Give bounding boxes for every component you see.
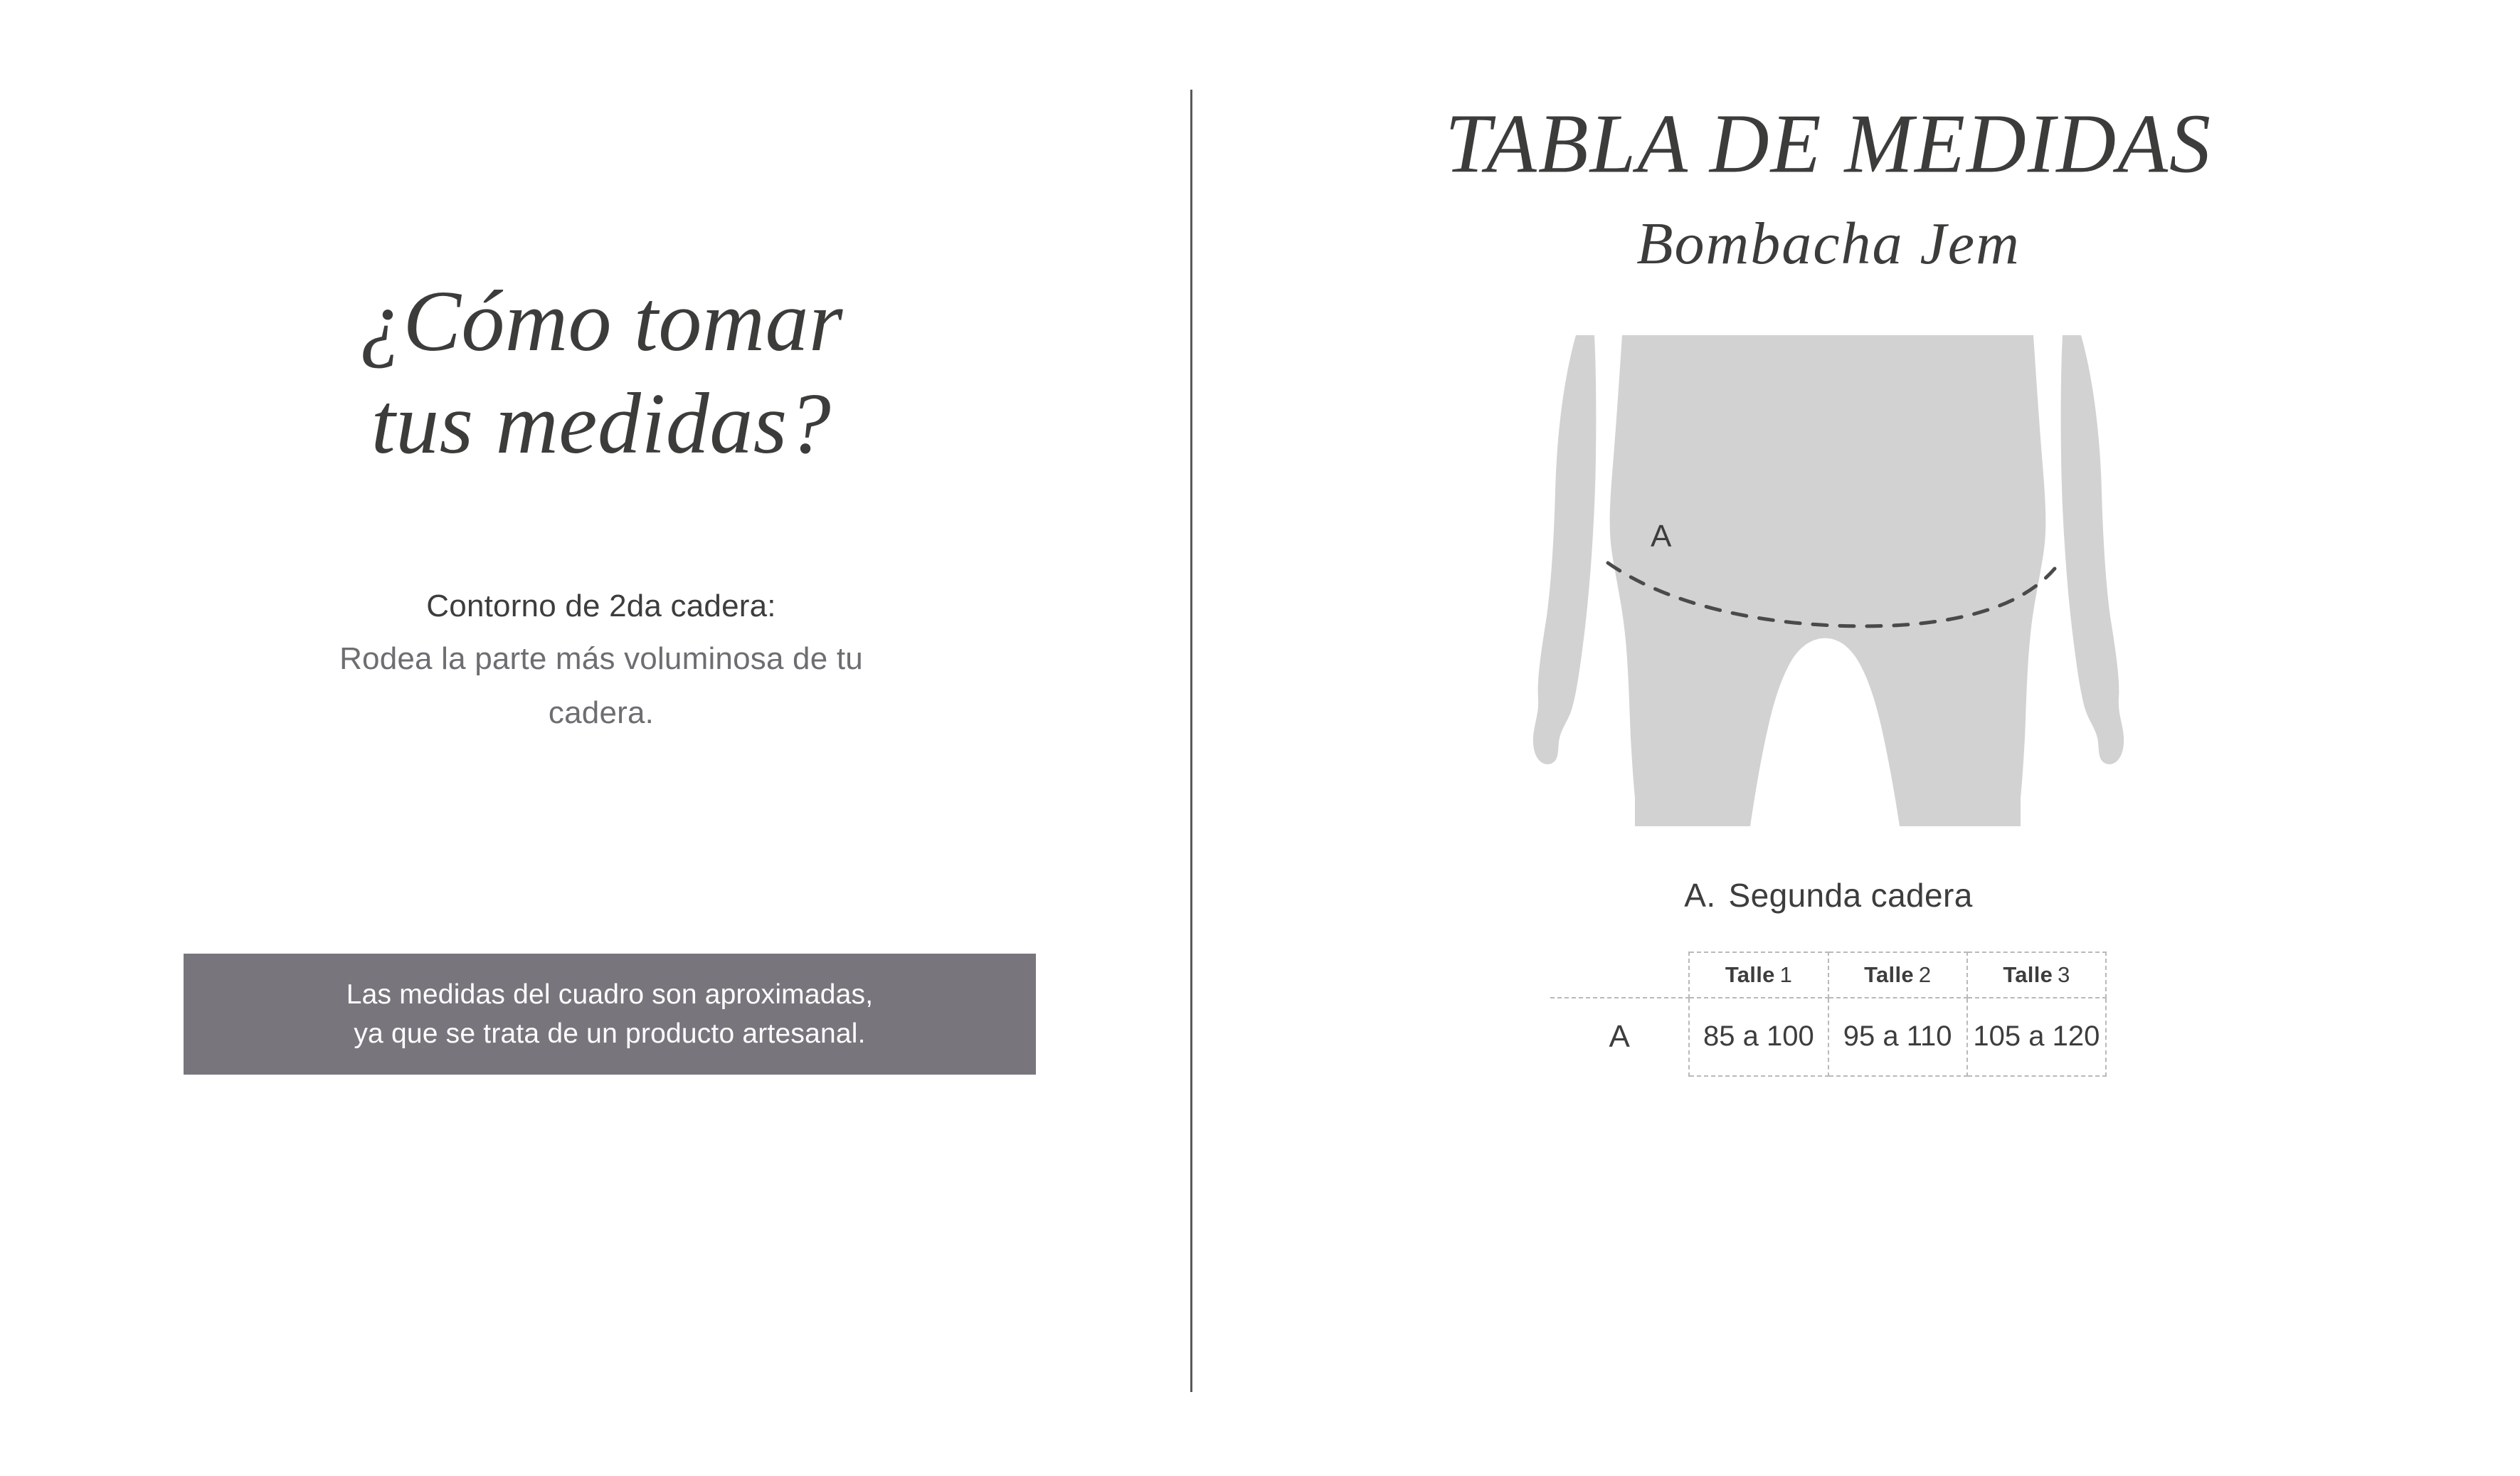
table-cell-a-talle-2: 95 a 110	[1828, 998, 1967, 1076]
table-header-row	[1550, 952, 2106, 998]
table-header-talle-3: Talle 3	[1967, 952, 2106, 998]
left-panel-title-line2: tus medidas?	[371, 375, 832, 472]
legend-text: Segunda cadera	[1728, 876, 1973, 914]
size-chart-subtitle: Bombacha Jem	[1636, 210, 2021, 277]
vertical-divider	[1190, 90, 1192, 1392]
table-corner-cell	[1550, 952, 1689, 998]
table-row	[1550, 998, 2106, 1076]
legend	[1252, 876, 2405, 914]
measurements-table	[1550, 952, 2107, 1077]
left-panel-title-line1: ¿Cómo tomar	[359, 273, 843, 369]
left-panel-title	[210, 270, 992, 475]
figure-point-a-label: A	[1651, 518, 1672, 554]
legend-key: A.	[1684, 876, 1716, 914]
table-cell-a-talle-1: 85 a 100	[1689, 998, 1828, 1076]
disclaimer-line1: Las medidas del cuadro son aproximadas,	[346, 979, 874, 1010]
size-chart-title: TABLA DE MEDIDAS	[1444, 97, 2213, 191]
measure-instructions	[206, 584, 996, 737]
measure-description-line2: cadera.	[548, 695, 655, 730]
table-cell-a-talle-3: 105 a 120	[1967, 998, 2106, 1076]
body-figure	[1252, 328, 2405, 848]
table-header-talle-1: Talle 1	[1689, 952, 1828, 998]
measure-description-line1: Rodea la parte más voluminosa de tu	[339, 641, 863, 676]
size-chart-section	[1252, 97, 2405, 1077]
disclaimer-note	[184, 954, 1036, 1075]
table-row-label-a: A	[1550, 998, 1689, 1076]
how-to-measure-section	[128, 270, 1074, 737]
table-header-talle-2: Talle 2	[1828, 952, 1967, 998]
measure-label: Contorno de 2da cadera:	[426, 588, 776, 623]
hips-illustration-svg	[1252, 328, 2405, 848]
disclaimer-line2: ya que se trata de un producto artesanal.	[354, 1018, 866, 1049]
measurements-table-wrap	[1550, 952, 2107, 1077]
